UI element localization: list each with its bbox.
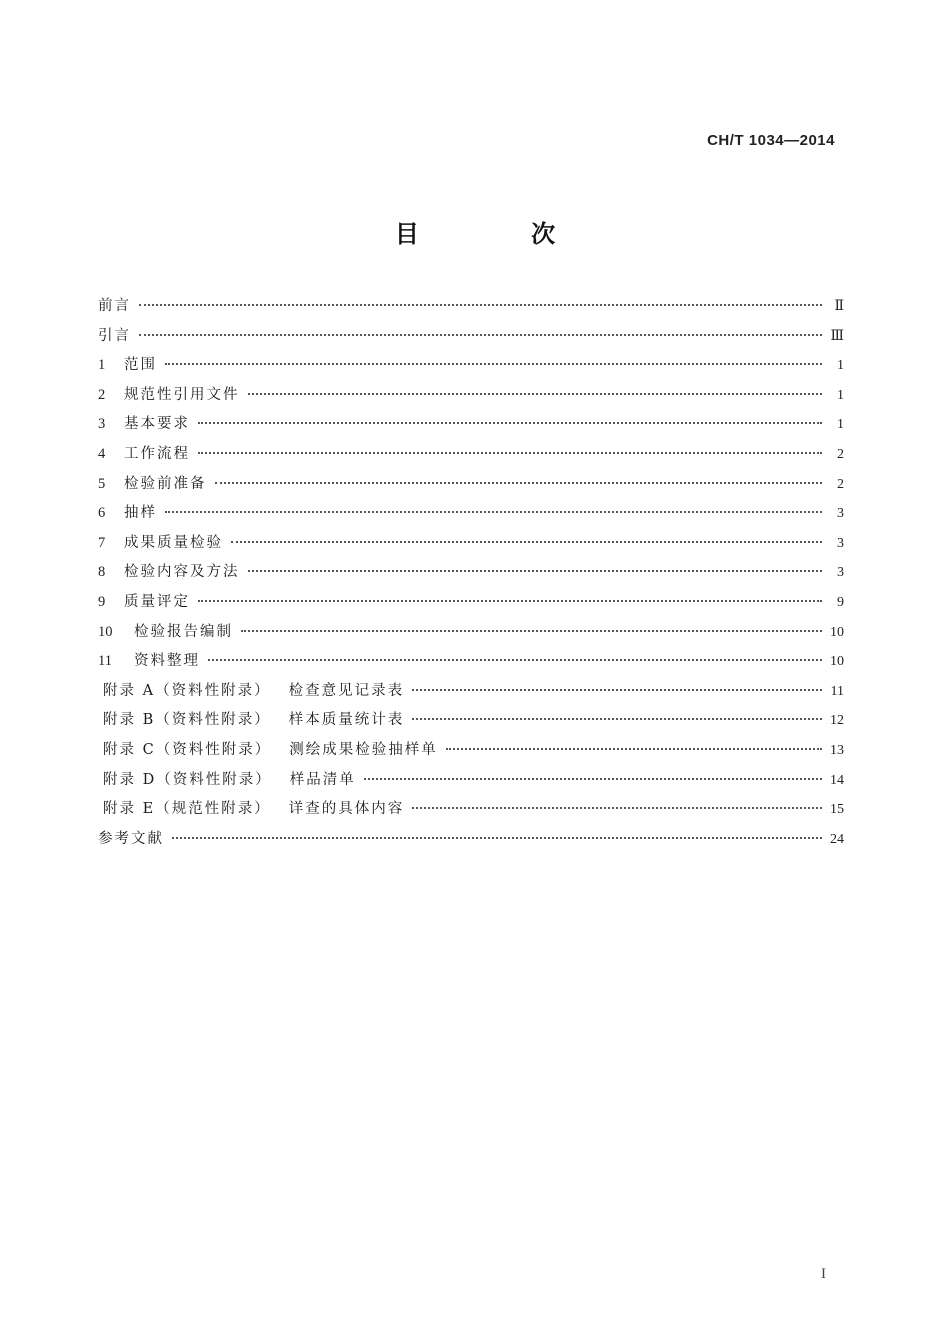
toc-entry[interactable] [98,766,844,796]
toc-entry[interactable] [98,499,844,529]
toc-entry-label: 资料整理 [134,653,200,670]
toc-entry-page: 10 [830,624,844,640]
dot-leader [412,807,822,809]
toc-entry-page: 3 [837,565,844,581]
dot-leader [198,600,822,602]
toc-entry-number: 4 [98,445,106,462]
toc-entry-number: 1 [98,357,106,374]
toc-entry-page: 11 [830,683,844,699]
dot-leader [172,837,822,839]
toc-entry[interactable] [98,795,844,825]
toc-entry-subtitle: 样本质量统计表 [288,712,405,729]
toc-entry-number: 6 [98,505,106,522]
toc-entry-subtitle: 样品清单 [289,771,356,788]
toc-entry-number: 11 [98,653,112,670]
toc-entry-number: 2 [98,386,106,403]
toc-entry-page: Ⅱ [834,299,844,314]
page-number: I [821,1266,826,1282]
toc-entry[interactable] [98,410,844,440]
toc-entry-label: 附录 D（资料性附录） [103,771,272,788]
toc-entry-page: 24 [830,831,844,847]
toc-entry-subtitle: 检查意见记录表 [288,682,405,699]
toc-entry-label: 附录 E（规范性附录） [103,801,271,818]
toc-entry-page: 12 [830,713,844,729]
dot-leader [165,363,822,365]
dot-leader [248,570,823,572]
dot-leader [412,718,822,720]
dot-leader [364,778,822,780]
toc-entry-label: 引言 [98,327,131,344]
toc-entry-subtitle: 测绘成果检验抽样单 [289,741,438,758]
dot-leader [208,659,822,661]
toc-entry-number: 5 [98,475,106,492]
toc-entry-label: 附录 C（资料性附录） [103,741,272,758]
toc-entry[interactable] [98,558,844,588]
toc-entry-number: 3 [98,416,106,433]
toc-entry-number: 7 [98,534,106,551]
toc-entry-number: 8 [98,564,106,581]
toc-entry-page: 1 [837,417,844,433]
toc-entry[interactable] [98,677,844,707]
toc-entry[interactable] [98,381,844,411]
dot-leader [198,452,822,454]
toc-entry[interactable] [98,647,844,677]
dot-leader [139,304,822,306]
dot-leader [231,541,822,543]
toc-entry-label: 附录 B（资料性附录） [103,712,271,729]
toc-entry-label: 检验报告编制 [134,623,233,640]
toc-entry-page: 1 [837,387,844,403]
toc-entry-page: 13 [830,742,844,758]
dot-leader [198,422,822,424]
toc-entry-label: 前言 [98,298,131,314]
toc-entry[interactable] [98,322,844,352]
toc-entry-page: 1 [837,358,844,374]
toc-entry-label: 质量评定 [124,593,190,610]
toc-entry-label: 成果质量检验 [124,534,223,551]
toc-entry-label: 范围 [124,357,157,374]
dot-leader [412,689,822,691]
toc-entry-page: 3 [837,506,844,522]
toc-entry-page: 9 [837,594,844,610]
toc-entry-page: 15 [830,802,844,818]
dot-leader [248,393,823,395]
toc-entry-page: Ⅲ [830,328,844,344]
toc-entry-label: 抽样 [124,505,157,522]
toc-entry[interactable] [98,706,844,736]
dot-leader [215,482,823,484]
page-title: 目 次 [394,219,608,248]
toc-entry-subtitle: 详查的具体内容 [288,801,405,818]
toc-entry[interactable] [98,529,844,559]
toc-entry-label: 参考文献 [98,830,164,847]
toc-entry-page: 3 [837,535,844,551]
toc-entry[interactable] [98,618,844,648]
toc-entry[interactable] [98,470,844,500]
dot-leader [446,748,822,750]
toc-entry-label: 工作流程 [124,445,190,462]
toc-entry[interactable] [98,292,844,322]
toc-entry-label: 基本要求 [124,416,190,433]
toc-entry[interactable] [98,351,844,381]
dot-leader [139,334,822,336]
standard-code: CH/T 1034—2014 [707,132,835,149]
toc-entry-page: 10 [830,654,844,670]
toc-entry-label: 附录 A（资料性附录） [103,682,271,699]
toc-entry-number: 10 [98,623,113,640]
toc-entry[interactable] [98,736,844,766]
toc-entry-page: 2 [837,476,844,492]
toc-entry[interactable] [98,825,844,855]
toc-entry-page: 14 [830,772,844,788]
toc-entry-page: 2 [837,446,844,462]
dot-leader [165,511,822,513]
dot-leader [241,630,822,632]
table-of-contents [98,292,844,854]
toc-entry-number: 9 [98,593,106,610]
toc-entry[interactable] [98,440,844,470]
toc-entry-label: 检验前准备 [124,475,207,492]
toc-entry[interactable] [98,588,844,618]
toc-entry-label: 规范性引用文件 [124,386,240,403]
toc-entry-label: 检验内容及方法 [124,564,240,581]
